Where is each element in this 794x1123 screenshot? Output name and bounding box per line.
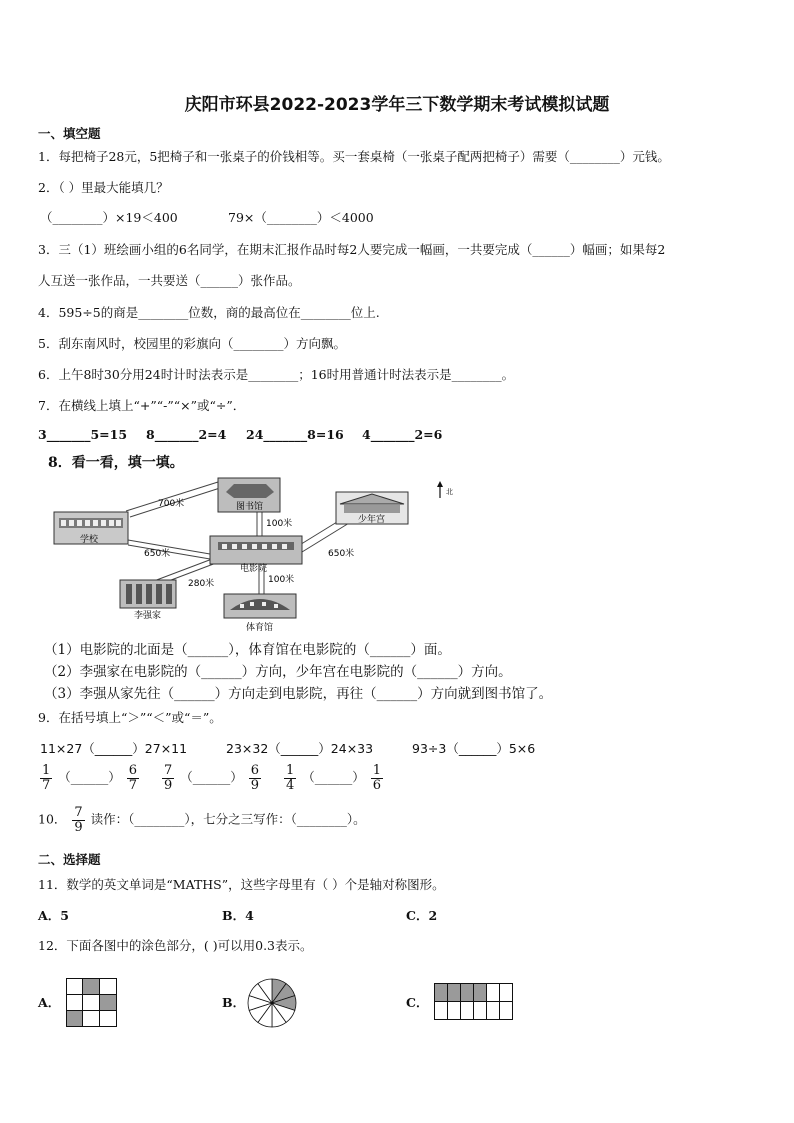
question-8: 8．看一看，填一填。: [48, 455, 184, 471]
grid-figure-c: [434, 983, 514, 1027]
question-12-option-a: A．: [38, 995, 61, 1010]
comparison-blank: （______）: [302, 769, 365, 785]
question-5: 5．刮东南风时，校园里的彩旗向（________）方向飘。: [38, 336, 346, 351]
question-11-option-b: B．4: [222, 908, 254, 923]
question-9-fraction-compare: [38, 764, 141, 792]
home-building: [120, 580, 176, 621]
map-label-north: 北: [446, 488, 453, 496]
section-heading-fill-blank: 一、填空题: [38, 126, 101, 141]
question-11-option-c: C．2: [406, 908, 438, 923]
question-10-number: 10．: [38, 811, 67, 827]
question-6: 6．上午8时30分用24时计时法表示是________；16时用普通计时法表示是________。: [38, 367, 515, 382]
question-9-row-1-item: 23×32（______）24×33: [226, 741, 374, 756]
map-label-library: 图书馆: [236, 502, 264, 512]
school-building: [54, 512, 128, 545]
question-4: 4．595÷5的商是________位数，商的最高位在________位上.: [38, 305, 380, 320]
question-10-text: 读作：（________），七分之三写作：（________）。: [90, 811, 366, 827]
question-7: 7．在横线上填上“+”“-”“×”或“÷”．: [38, 398, 246, 413]
fraction: $\frac{6}{9}$: [250, 763, 260, 793]
question-7-item: 4_______2=6: [362, 427, 443, 442]
location-map: [50, 476, 470, 632]
question-12: 12．下面各图中的涂色部分，( )可以用0.3表示。: [38, 938, 313, 953]
distance-home-cinema: 280米: [188, 579, 215, 589]
question-1: 1．每把椅子28元，5把椅子和一张桌子的价钱相等。买一套桌椅（一张桌子配两把椅子）需要（________）元钱。: [38, 149, 670, 164]
fraction: $\frac{6}{7}$: [128, 763, 138, 793]
question-9-row-1-item: 93÷3（______）5×6: [412, 741, 536, 756]
grid-figure-a: [66, 978, 118, 1032]
question-12-option-c: C．: [406, 995, 429, 1010]
map-label-youth-palace: 少年宫: [358, 515, 386, 525]
map-label-home: 李强家: [134, 611, 162, 621]
question-7-item: 8_______2=4: [146, 427, 227, 442]
question-8-part-3: （3）李强从家先往（______）方向走到电影院，再往（______）方向就到图书馆了。: [44, 686, 553, 702]
comparison-blank: （______）: [180, 769, 243, 785]
map-label-gym: 体育馆: [246, 623, 274, 632]
question-9-fraction-compare: [282, 764, 385, 792]
question-9-row-1-item: 11×27（______）27×11: [40, 741, 188, 756]
north-arrow-icon: [437, 481, 453, 498]
map-label-school: 学校: [80, 535, 99, 545]
fraction: $\frac{1}{7}$: [42, 763, 51, 793]
question-11-option-a: A．5: [38, 908, 69, 923]
map-label-cinema: 电影院: [240, 564, 268, 574]
question-12-option-b: B．: [222, 995, 246, 1010]
question-9-fraction-compare: [160, 764, 263, 792]
library-building: [218, 478, 280, 512]
fraction: $\frac{7}{9}$: [164, 763, 173, 793]
question-8-part-1: （1）电影院的北面是（______），体育馆在电影院的（______）面。: [44, 642, 451, 658]
fraction: $\frac{1}{6}$: [372, 763, 382, 793]
fraction: $\frac{1}{4}$: [286, 763, 295, 793]
question-7-item: 3_______5=15: [38, 427, 128, 442]
distance-school-library: 700米: [158, 499, 185, 509]
distance-cinema-gym: 100米: [268, 575, 295, 585]
question-2-part-b: 79×（________）＜4000: [228, 210, 374, 225]
gym-building: [224, 594, 296, 632]
distance-cinema-youth: 650米: [328, 549, 355, 559]
question-2: 2．（ ）里最大能填几？: [38, 180, 169, 195]
question-11: 11．数学的英文单词是“MATHS”，这些字母里有（ ）个是轴对称图形。: [38, 877, 445, 892]
question-3-line-1: 3．三（1）班绘画小组的6名同学，在期末汇报作品时每2人要完成一幅画，一共要完成（______）幅画；如果每2: [38, 242, 666, 257]
question-2-part-a: （________）×19＜400: [40, 210, 178, 225]
cinema-building: [210, 536, 302, 574]
section-heading-choice: 二、选择题: [38, 852, 101, 867]
distance-library-cinema: 100米: [266, 519, 293, 529]
comparison-blank: （______）: [58, 769, 121, 785]
question-7-item: 24_______8=16: [246, 427, 344, 442]
page-title: 庆阳市环县2022-2023学年三下数学期末考试模拟试题: [184, 95, 610, 115]
distance-school-cinema: 650米: [144, 549, 171, 559]
question-3-line-2: 人互送一张作品，一共要送（______）张作品。: [38, 273, 301, 288]
youth-palace-building: [336, 492, 408, 525]
question-8-part-2: （2）李强家在电影院的（______）方向，少年宫在电影院的（______）方向。: [44, 664, 512, 680]
fraction: $\frac{7}{9}$: [74, 805, 83, 835]
question-9: 9．在括号填上“＞”“＜”或“＝”。: [38, 710, 222, 725]
circle-figure-b: [246, 977, 298, 1033]
question-10: [38, 806, 366, 834]
